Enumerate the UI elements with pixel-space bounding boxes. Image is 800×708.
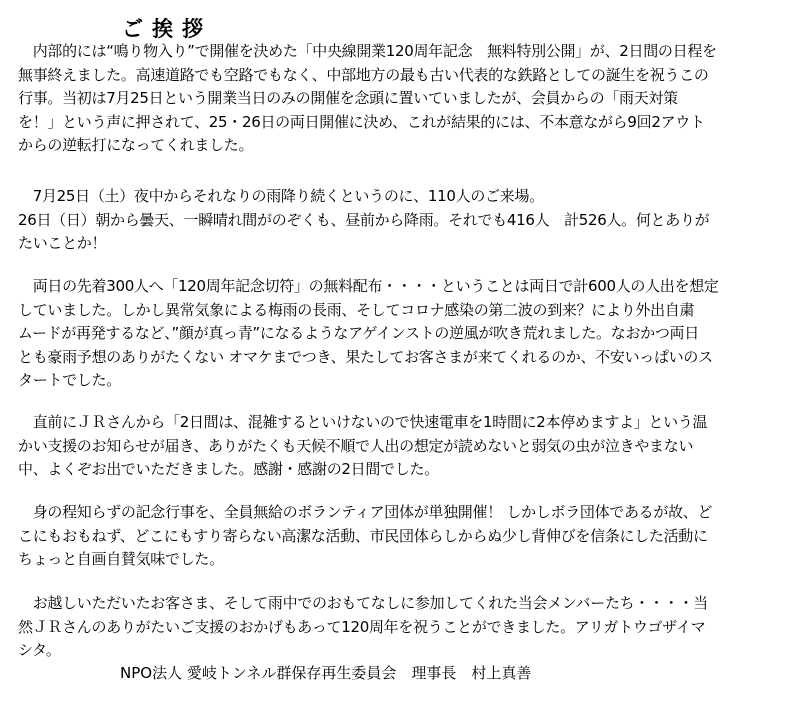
paragraph-line: とも豪雨予想のありがたくない オマケまでつき、果たしてお客さまが来てくれるのか、不安いっぱいのス [18, 347, 713, 366]
paragraph-line: たいことか！ [18, 234, 107, 252]
paragraph-line: からの逆転打になってくれました。 [18, 136, 254, 154]
paragraph-volunteers [18, 501, 790, 572]
paragraph-jr-support [18, 411, 790, 482]
paragraph-line: 両日の先着300人へ「120周年記念切符」の無料配布・・・・ということは両日で計600人の人出を想定 [18, 277, 719, 295]
paragraph-line: を！」という声に押されて、25・26日の両日開催に決め、これが結果的には、不本意ながら9回2アウト [18, 112, 705, 131]
paragraph-intro [18, 40, 790, 158]
paragraph-line: 中、よくぞお出でいただきました。感謝・感謝の2日間でした。 [18, 460, 439, 478]
signature: NPO法人 愛岐トンネル群保存再生委員会 理事長 村上真善 [120, 664, 532, 682]
paragraph-line: 身の程知らずの記念行事を、全員無給のボランティア団体が単独開催！ しかしボラ団体であるが故、ど [18, 503, 713, 521]
paragraph-line: していました。しかし異常気象による梅雨の長雨、そしてコロナ感染の第二波の到来？により外出自粛 [18, 300, 695, 319]
paragraph-line: 然ＪＲさんのありがたいご支援のおかげもあって120周年を祝うことができました。アリガトウゴザイマ [18, 617, 706, 636]
page-title: ご挨拶 [122, 17, 212, 41]
paragraph-line: 内部的には“鳴り物入り”で開催を決めた「中央線開業120周年記念 無料特別公開」が、2日間の日程を [18, 42, 717, 60]
paragraph-line: お越しいただいたお客さま、そして雨中でのおもてなしに参加してくれた当会メンバーたち・・・・当 [18, 594, 708, 612]
paragraph-line: タートでした。 [18, 371, 121, 389]
paragraph-line: ムードが再発するなど、”顔が真っ青”になるようなアゲインストの逆風が吹き荒れました。なおかつ両日 [18, 324, 699, 342]
paragraph-line: ちょっと自画自賛気味でした。 [18, 550, 224, 568]
paragraph-expectations [18, 275, 790, 393]
paragraph-line: 直前にＪＲさんから「2日間は、混雑するといけないので快速電車を1時間に2本停めますよ」という温 [18, 413, 708, 431]
paragraph-line: こにもおもねず、どこにもすり寄らない高潔な活動、市民団体らしからぬ少し背伸びを信条にした活動に [18, 526, 708, 545]
paragraph-line: 26日（日）朝から曇天、一瞬晴れ間がのぞくも、昼前から降雨。それでも416人 計526人。何とありが [18, 210, 710, 229]
paragraph-line: かい支援のお知らせが届き、ありがたくも天候不順で人出の想定が読めないと弱気の虫が泣きやまない [18, 436, 694, 455]
paragraph-line: 行事。当初は7月25日という開業当日のみの開催を念頭に置いていましたが、会員からの「雨天対策 [18, 89, 678, 107]
paragraph-line: 無事終えました。高速道路でも空路でもなく、中部地方の最も古い代表的な鉄路としての誕生を祝うこの [18, 65, 709, 84]
paragraph-attendance [18, 185, 790, 256]
paragraph-thanks [18, 592, 790, 663]
paragraph-line: 7月25日（土）夜中からそれなりの雨降り続くというのに、110人のご来場。 [18, 187, 544, 205]
paragraph-line: シタ。 [18, 641, 61, 659]
